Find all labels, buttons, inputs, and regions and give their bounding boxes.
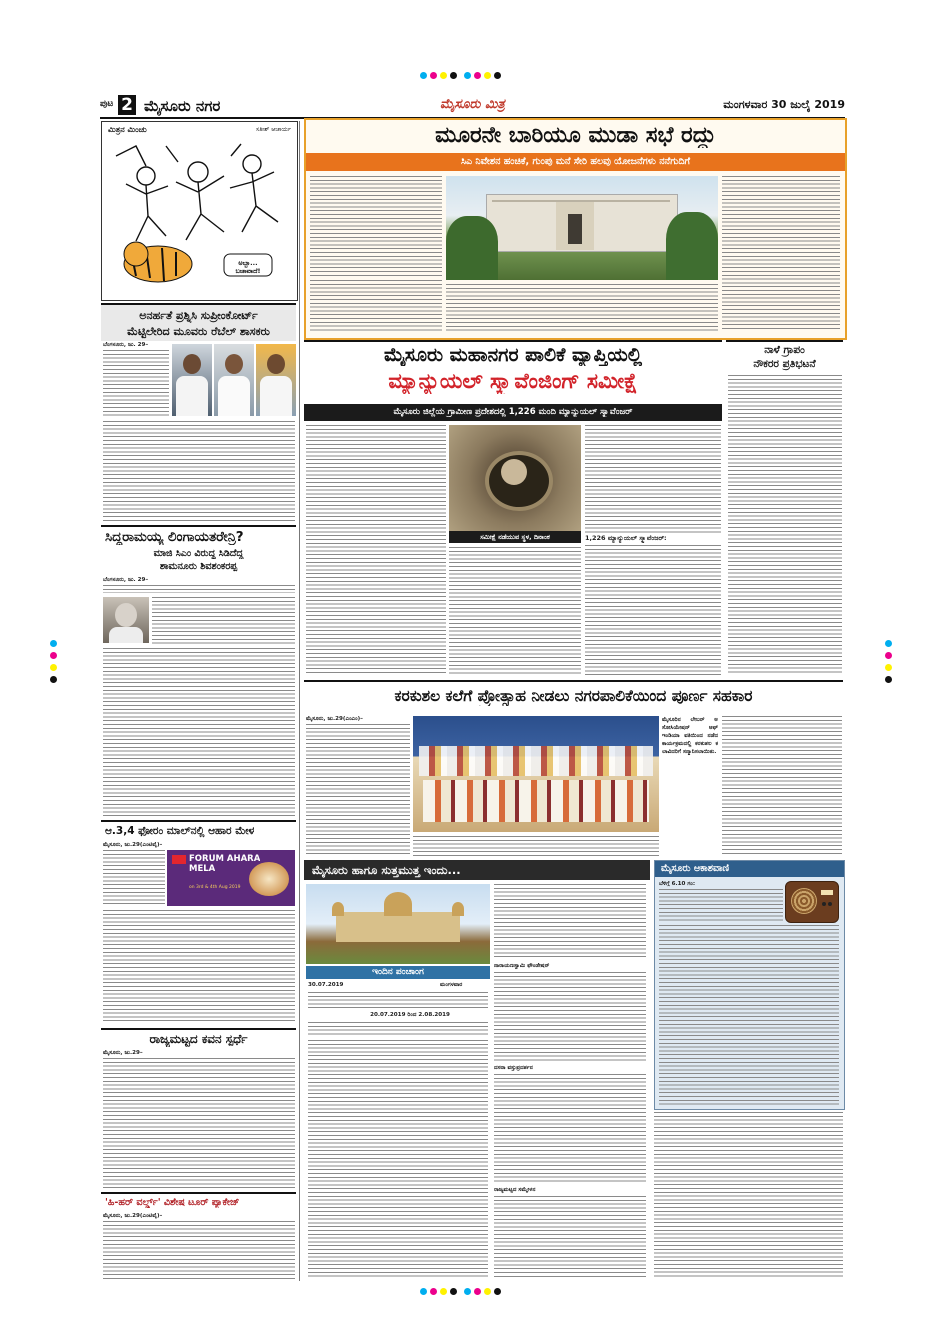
events-body-col-2b xyxy=(494,972,646,1062)
scavenging-body-col-3b xyxy=(585,545,721,675)
panchanga-week: 20.07.2019 ರಿಂದ 2.08.2019 xyxy=(370,1012,450,1018)
lead-body-col-1 xyxy=(310,176,442,276)
ahara-headline-box xyxy=(101,820,296,840)
radio-followup-body xyxy=(654,1112,843,1278)
radio-set-icon xyxy=(785,881,839,923)
kavana-headline-box xyxy=(101,1028,296,1048)
lead-subhead: ಸಿಎ ನಿವೇಶನ ಹಂಚಿಕೆ, ಗುಂಪು ಮನೆ ಸೇರಿ ಹಲವು ಯೋಜನೆಗಳು ನನೆಗುದಿಗೆ xyxy=(460,156,691,167)
ahara-body-left xyxy=(103,850,165,906)
ahara-ad xyxy=(167,850,295,906)
panchanga-day: ಮಂಗಳವಾರ xyxy=(440,982,463,988)
tiger xyxy=(124,242,192,282)
panchanga-title: ಇಂದಿನ ಪಂಚಾಂಗ xyxy=(372,967,424,977)
scavenging-headline-2: ಮ್ಯಾನ್ಯುಯಲ್ ಸ್ಕ್ಯಾವೆಂಜಿಂಗ್ ಸಮೀಕ್ಷೆ xyxy=(388,369,638,393)
page-label: ಪುಟ xyxy=(100,99,114,109)
lead-body-bottom xyxy=(446,284,718,332)
protest-headline-2: ನೌಕರರ ಪ್ರತಿಭಟನೆ xyxy=(753,358,816,370)
muda-building-photo xyxy=(446,176,718,280)
cartoon-panel xyxy=(101,121,298,301)
ahara-ad-title-1: FORUM AHARA xyxy=(189,854,261,864)
shamanur-photo xyxy=(103,597,149,643)
craft-headline-box xyxy=(304,680,843,714)
scavenging-headline-1: ಮೈಸೂರು ಮಹಾನಗರ ಪಾಲಿಕೆ ವ್ಯಾಪ್ತಿಯಲ್ಲಿ xyxy=(383,344,643,366)
cartoon-artist: ಸತೀಶ್ ಆಚಾರ್ಯ xyxy=(256,126,291,133)
kavana-lead: ಮೈಸೂರು, ಜು.29– xyxy=(103,1050,143,1056)
registration-marks-top xyxy=(420,72,510,82)
tour-headline: 'ಹಿ-ಹರ್ ವರ್ಲ್ಡ್' ವಿಶೇಷ ಟೂರ್ ಪ್ಯಾಕೇಜ್ xyxy=(105,1197,240,1208)
kavana-body xyxy=(103,1058,295,1188)
craft-body-col-3 xyxy=(722,716,842,856)
radio-lead: ಬೆಳಿಗ್ಗೆ 6.10 ಗಂ: xyxy=(659,881,696,887)
panchanga-body xyxy=(308,992,488,1010)
craft-lead: ಮೈಸೂರು, ಜು.29(ಎಂಎಂ)– xyxy=(306,716,363,722)
registration-marks-right xyxy=(885,640,895,700)
events-banner-text: ಮೈಸೂರು ಹಾಗೂ ಸುತ್ತಮುತ್ತ ಇಂದು... xyxy=(312,863,461,877)
siddaramaiah-headline: ಸಿದ್ದರಾಮಯ್ಯ ಲಿಂಗಾಯತರೇನ್ರಿ? xyxy=(105,529,244,545)
rebels-headline-box xyxy=(101,303,296,341)
craft-headline: ಕರಕುಶಲ ಕಲೆಗೆ ಪ್ರೋತ್ಸಾಹ ನೀಡಲು ನಗರಪಾಲಿಕೆಯಿಂದ ಪೂರ್ಣ ಸಹಕಾರ xyxy=(394,687,753,705)
scavenging-body-col-1 xyxy=(306,425,446,675)
tour-body xyxy=(103,1221,295,1279)
craft-body-col-1 xyxy=(306,724,410,854)
lead-headline: ಮೂರನೇ ಬಾರಿಯೂ ಮುಡಾ ಸಭೆ ರದ್ದು xyxy=(435,123,716,148)
siddaramaiah-headline-box xyxy=(101,525,296,577)
craft-body-col-2 xyxy=(413,836,659,856)
column-separator xyxy=(299,121,300,1281)
radio-box xyxy=(654,860,845,1110)
events-banner xyxy=(304,860,650,880)
siddaramaiah-body xyxy=(103,648,295,816)
scavenging-strap-bar xyxy=(304,404,722,421)
radio-title-bar xyxy=(655,861,844,877)
sewer-photo-caption: ಸಮೀಕ್ಷೆ ನಡೆಯುವ ಸ್ಥಳ, ದಿನಾಂಕ xyxy=(480,533,550,541)
rebels-body xyxy=(103,421,295,521)
sewer-photo-caption-bar xyxy=(449,531,581,543)
rebel-photo-1 xyxy=(172,344,212,416)
lead-body-col-1b xyxy=(310,280,442,332)
page-number: 2 xyxy=(121,95,133,115)
rebel-photo-2 xyxy=(214,344,254,416)
scavenging-headline-box xyxy=(304,340,722,414)
scavenging-strap: ಮೈಸೂರು ಜಿಲ್ಲೆಯ ಗ್ರಾಮೀಣ ಪ್ರದೇಶದಲ್ಲಿ 1,226 ಮಂದಿ ಮ್ಯಾನ್ಯುಯಲ್ ಸ್ಕ್ಯಾವೆಂಜರ್ xyxy=(393,407,633,417)
tour-headline-box xyxy=(101,1192,296,1212)
cartoon-bubble: ಅಬ್ಬಾ... ಬಚಾವಾದೆ! xyxy=(235,259,261,275)
scavenging-figure-heading: 1,226 ಮ್ಯಾನ್ಯುಯಲ್ ಸ್ಕ್ಯಾವೆಂಜರ್: xyxy=(585,535,667,542)
protest-body xyxy=(728,375,842,675)
rebel-photos xyxy=(172,344,296,418)
mysore-palace-photo xyxy=(306,884,490,964)
rebels-headline-2: ಮೆಟ್ಟಿಲೇರಿದ ಮೂವರು ರೆಬೆಲ್ ಶಾಸಕರು xyxy=(127,325,270,338)
radio-body-top xyxy=(659,889,783,923)
radio-title: ಮೈಸೂರು ಆಕಾಶವಾಣಿ xyxy=(661,863,730,874)
scavenging-body-col-2 xyxy=(449,547,581,675)
masthead: ಮೈಸೂರು ಮಿತ್ರ xyxy=(440,97,505,112)
events-body-col-2d xyxy=(494,1196,646,1278)
lead-story-box xyxy=(304,118,847,340)
craft-caption: ಮೈಸೂರಿನ ಲೇಬರ್ ಅಸೋಸಿಯೇಷನ್ ಆಫ್ ಇಂಡಿಯಾ ವತಿಯಿಂದ ನಡೆದ ಕಾರ್ಯಕ್ರಮದಲ್ಲಿ ಕರಕುಶಲ ಕಲಾವಿದರಿಗೆ ಸನ್ಮಾನಿಸಲಾಯಿತು. xyxy=(662,717,718,755)
kavana-headline: ರಾಜ್ಯಮಟ್ಟದ ಕವನ ಸ್ಪರ್ಧೆ xyxy=(149,1032,248,1046)
panchanga-body-2 xyxy=(308,1022,488,1036)
siddaramaiah-sub-2: ಶಾಮನೂರು ಶಿವಶಂಕರಪ್ಪ xyxy=(159,561,238,572)
section-name: ಮೈಸೂರು ನಗರ xyxy=(144,97,221,115)
page-number-box xyxy=(118,95,136,115)
ahara-ad-dates: on 3rd & 4th Aug 2019 xyxy=(189,885,241,890)
ahara-ad-title-2: MELA xyxy=(189,864,216,874)
craft-event-photo xyxy=(413,716,659,832)
page-header xyxy=(100,95,845,117)
events-program-3: ರಾಜ್ಯಮಟ್ಟದ ಸಮ್ಮೇಳನ xyxy=(494,1187,536,1193)
ahara-headline: ಆ.3,4 ಫೋರಂ ಮಾಲ್‌ನಲ್ಲಿ ಆಹಾರ ಮೇಳ xyxy=(105,825,255,837)
lead-subhead-bar xyxy=(306,153,845,171)
events-body-col-1 xyxy=(308,1040,488,1278)
siddaramaiah-sub-1: ಮಾಜಿ ಸಿಎಂ ವಿರುದ್ಧ ಸಿಡಿದೆದ್ದ xyxy=(153,548,244,559)
lead-body-col-2 xyxy=(722,176,840,332)
events-body-col-2 xyxy=(494,884,646,960)
siddaramaiah-body-top xyxy=(103,585,295,593)
issue-date: ಮಂಗಳವಾರ 30 ಜುಲೈ 2019 xyxy=(723,98,845,111)
rebel-photo-3 xyxy=(256,344,296,416)
protest-headline-1: ನಾಳೆ ಗ್ರಾಪಂ xyxy=(764,344,805,356)
protest-headline-box xyxy=(726,340,843,372)
siddaramaiah-lead: ಬೆಂಗಳೂರು, ಜು. 29– xyxy=(103,577,149,583)
panchanga-date: 30.07.2019 xyxy=(308,982,344,988)
rebels-headline-1: ಅನರ್ಹತೆ ಪ್ರಶ್ನಿಸಿ ಸುಪ್ರೀಂಕೋರ್ಟ್ xyxy=(139,309,258,322)
sewer-photo xyxy=(449,425,581,531)
rebels-body-left xyxy=(103,350,169,418)
ahara-ad-logo xyxy=(172,855,186,864)
radio-body xyxy=(659,925,839,1105)
events-program-1: ನಾರಾಯಣಸ್ವಾಮಿ ಫೌಂಡೇಷನ್ xyxy=(494,963,550,969)
registration-marks-left xyxy=(50,640,60,700)
events-program-2: ದಸರಾ ವಸ್ತುಪ್ರದರ್ಶನ xyxy=(494,1065,533,1071)
ahara-body xyxy=(103,910,295,1024)
registration-marks-bottom xyxy=(420,1288,510,1298)
ahara-lead: ಮೈಸೂರು, ಜು.29(ಎಂಟಿವೈ)– xyxy=(103,842,163,848)
rebels-lead: ಬೆಂಗಳೂರು, ಜು. 29– xyxy=(103,342,149,348)
tour-lead: ಮೈಸೂರು, ಜು.29(ಎಂಟಿವೈ)– xyxy=(103,1213,163,1219)
ahara-ad-food xyxy=(249,862,289,896)
events-body-col-2c xyxy=(494,1074,646,1184)
cartoon-title: ಮಿತ್ರನ ಮಿಂಚು xyxy=(108,125,147,134)
panchanga-bar xyxy=(306,966,490,979)
scavenging-body-col-3 xyxy=(585,425,721,533)
siddaramaiah-body-side xyxy=(152,597,295,645)
